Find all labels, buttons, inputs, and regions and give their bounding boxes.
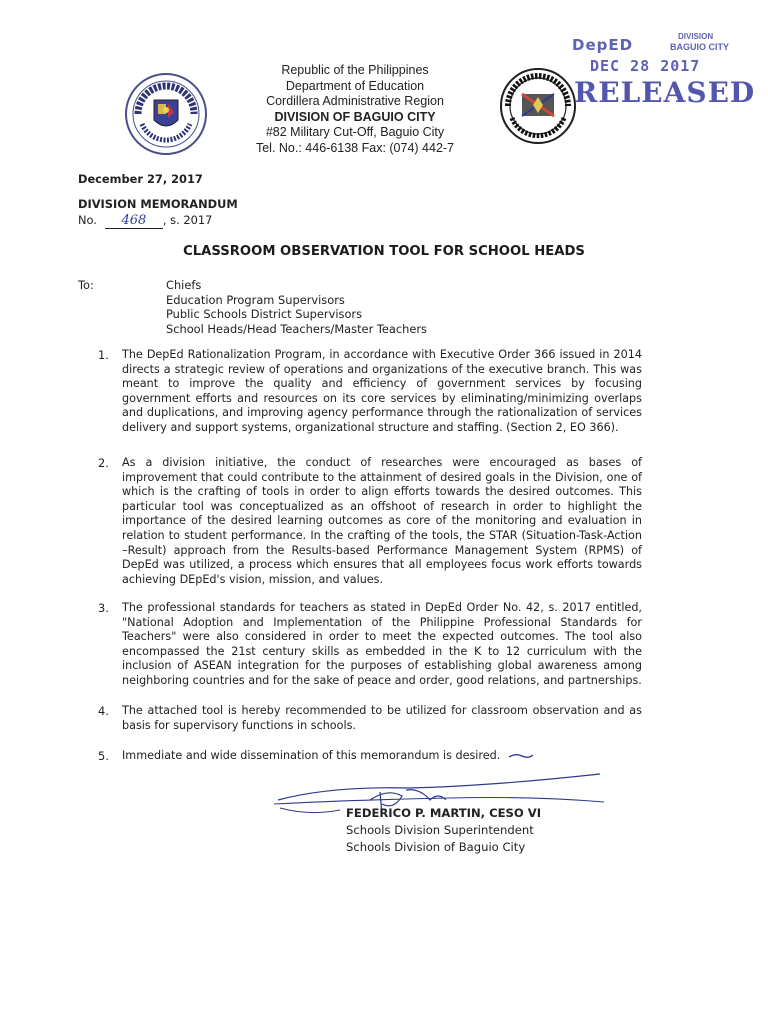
stamp-org: DepED [572,36,634,54]
memo-number [78,213,212,229]
paragraph-number: 3. [98,601,109,615]
paragraph-1: The DepEd Rationalization Program, in accordance with Executive Order 366 issued in 2014 directs a strategic review of operations and organizations of the executive branch. This was meant to improve the quality and efficiency of government services by focusing government efforts and resources on its core services by eliminating/minimizing overlaps and duplications, and improving agency performance through the rationalization of services delivery and support systems, organizational structure and staffing. (Section 2, EO 366). [122,348,642,434]
signatory-office: Schools Division of Baguio City [346,840,526,854]
stamp-org-small-1: DIVISION [678,32,714,41]
memo-title: CLASSROOM OBSERVATION TOOL FOR SCHOOL HEADS [183,244,585,259]
paragraph-number: 4. [98,704,109,718]
recipient-item: Public Schools District Supervisors [166,307,363,321]
released-stamp [560,30,756,130]
letterhead-division: DIVISION OF BAGUIO CITY [274,109,436,124]
letterhead-region: Cordillera Administrative Region [266,94,444,108]
recipient-item: School Heads/Head Teachers/Master Teachers [166,321,427,336]
letterhead-contact: Tel. No.: 446-6138 Fax: (074) 442-7 [255,140,455,155]
memo-date: December 27, 2017 [78,172,203,186]
recipient-list [166,278,427,336]
paragraph-number: 1. [98,348,109,362]
paragraph-number: 2. [98,456,109,470]
memo-number-prefix: No. [78,213,97,227]
recipient-item: Education Program Supervisors [166,292,345,307]
letterhead-address: #82 Military Cut-Off, Baguio City [265,125,445,139]
paragraph-3: The professional standards for teachers as stated in DepEd Order No. 42, s. 2017 entitled, "National Adoption and Implementation of the Philippine Professional Standards for Teachers" were also considered in order to meet the expected outcomes. The tool also encompassed the 21st century skills as embedded in the K to 12 curriculum with the inclusion of ASEAN integration for the purposes of establishing global awareness among neighboring countries and for the sake of peace and order, good relations, and partnerships. [122,601,642,687]
signatory-name: FEDERICO P. MARTIN, CESO VI [346,806,542,820]
letterhead-republic: Republic of the Philippines [281,63,429,77]
recipient-item: Chiefs [166,278,202,292]
paragraph-4: The attached tool is hereby recommended to be utilized for classroom observation and as basis for supervisory functions in schools. [122,704,642,732]
signatory-title: Schools Division Superintendent [346,823,534,837]
memo-number-value: 468 [121,213,147,228]
deped-seal-logo [124,72,208,156]
stamp-org-small-2: BAGUIO CITY [670,42,730,52]
memo-number-suffix: , s. 2017 [162,213,213,227]
paragraph-5: Immediate and wide dissemination of this memorandum is desired. [122,749,501,762]
letterhead-department: Department of Education [285,78,425,93]
to-label: To: [78,278,94,292]
stamp-status: RELEASED [574,76,756,109]
paragraph-number: 5. [98,749,109,763]
handwritten-tick-mark [508,752,534,760]
handwritten-signature [270,770,610,830]
memo-number-field [105,213,163,229]
paragraph-2: As a division initiative, the conduct of researches were encouraged as bases of improvement that could contribute to the attainment of desired goals in the Division, one of which is the crafting of tools in order to align efforts towards the desired outcomes. This particular tool was conceptualized as an offshoot of research in order to highlight the importance of the desired learning outcomes as core of the monitoring and evaluation in relation to student performance. In the crafting of the tools, the STAR (Situation-Task-Action –Result) approach from the Results-based Performance Management System (RPMS) of DepEd was utilized, a process which ensures that all employees focus work efforts towards achieving DEpEd's vision, mission, and values. [122,456,642,586]
letterhead [240,63,470,156]
stamp-date: DEC 28 2017 [590,57,701,75]
memo-label: DIVISION MEMORANDUM [78,197,238,211]
